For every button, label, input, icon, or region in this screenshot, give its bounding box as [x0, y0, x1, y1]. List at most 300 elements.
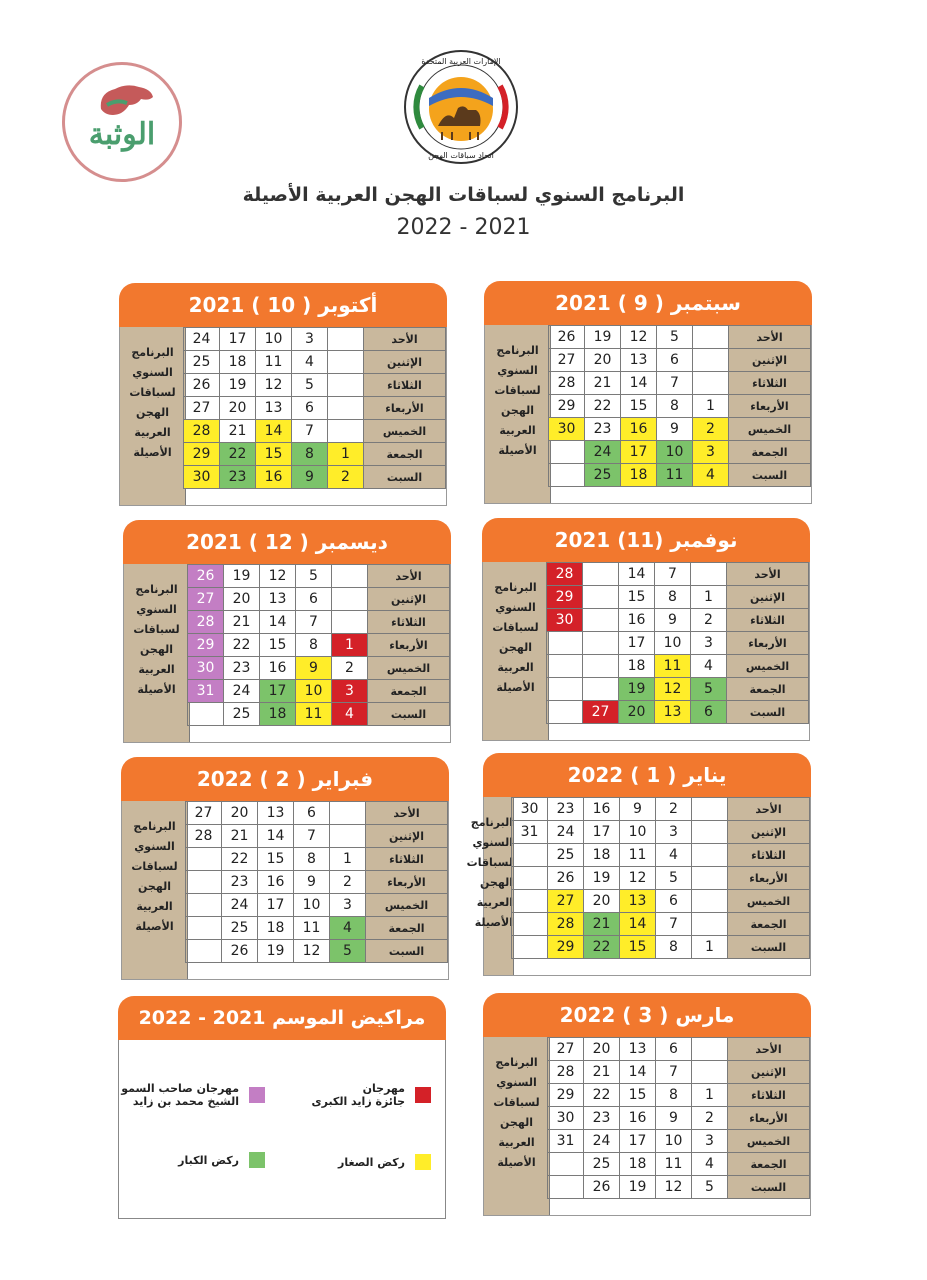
- day-cell: 9: [620, 798, 656, 821]
- day-cell: 31: [512, 821, 548, 844]
- day-cell: 10: [256, 328, 292, 351]
- day-cell: 10: [296, 680, 332, 703]
- side-label-line: لسباقات: [492, 621, 539, 634]
- emblem-bottom-text: اتحاد سباقات الهجن: [428, 151, 494, 160]
- day-name: الخميس: [727, 655, 809, 678]
- day-name: الخميس: [728, 890, 810, 913]
- day-cell: 14: [620, 1061, 656, 1084]
- side-label: [485, 325, 551, 503]
- week-row: [186, 825, 448, 848]
- day-cell: [547, 655, 583, 678]
- week-row: [186, 802, 448, 825]
- day-cell: 30: [188, 657, 224, 680]
- month-february: [121, 757, 449, 980]
- week-row: [547, 701, 809, 724]
- day-cell: 21: [584, 913, 620, 936]
- day-cell: [692, 821, 728, 844]
- day-cell: 7: [656, 913, 692, 936]
- day-cell: 5: [692, 1176, 728, 1199]
- day-cell: [547, 701, 583, 724]
- day-cell: 26: [222, 940, 258, 963]
- week-row: [188, 680, 450, 703]
- day-cell: 27: [188, 588, 224, 611]
- month-grid: [484, 325, 812, 504]
- day-name: الثلاثاء: [727, 609, 809, 632]
- month-title: يناير ( 1 ) 2022: [483, 753, 811, 797]
- week-row: [186, 940, 448, 963]
- week-row: [188, 588, 450, 611]
- side-label-line: العربية: [498, 1136, 535, 1149]
- day-cell: [693, 349, 729, 372]
- day-name: الإثنين: [364, 351, 446, 374]
- week-row: [188, 565, 450, 588]
- day-cell: 4: [330, 917, 366, 940]
- day-cell: 7: [656, 1061, 692, 1084]
- day-cell: 14: [620, 913, 656, 936]
- month-grid: [482, 562, 810, 741]
- day-cell: 25: [184, 351, 220, 374]
- day-cell: [186, 940, 222, 963]
- week-row: [549, 418, 811, 441]
- month-november: [482, 518, 810, 741]
- day-cell: 3: [656, 821, 692, 844]
- day-cell: 20: [220, 397, 256, 420]
- side-label-line: لسباقات: [133, 623, 180, 636]
- side-label-line: الهجن: [501, 404, 534, 417]
- side-label-line: البرنامج: [133, 820, 176, 833]
- day-cell: 27: [549, 349, 585, 372]
- side-label-line: الهجن: [499, 641, 532, 654]
- day-cell: 21: [584, 1061, 620, 1084]
- side-label-line: السنوي: [497, 364, 538, 377]
- wathba-logo: [62, 62, 182, 182]
- day-table: [548, 325, 811, 487]
- day-cell: [548, 1176, 584, 1199]
- side-label-line: السنوي: [495, 601, 536, 614]
- day-cell: 25: [548, 844, 584, 867]
- day-cell: 22: [222, 848, 258, 871]
- day-name: الإثنين: [728, 821, 810, 844]
- day-name: الأربعاء: [729, 395, 811, 418]
- week-row: [184, 397, 446, 420]
- day-cell: 19: [258, 940, 294, 963]
- legend-swatch-red: [415, 1087, 431, 1103]
- day-cell: 21: [220, 420, 256, 443]
- day-name: الأربعاء: [727, 632, 809, 655]
- legend-label-line: مهرجان صاحب السمو: [121, 1082, 239, 1095]
- legend-item-young-race: [338, 1154, 431, 1170]
- day-cell: [512, 913, 548, 936]
- day-cell: 28: [549, 372, 585, 395]
- day-name: الجمعة: [728, 1153, 810, 1176]
- week-row: [184, 466, 446, 489]
- week-row: [186, 871, 448, 894]
- day-cell: 3: [691, 632, 727, 655]
- day-table: [183, 327, 446, 489]
- day-cell: [512, 844, 548, 867]
- day-cell: 13: [260, 588, 296, 611]
- side-label-line: الهجن: [500, 1116, 533, 1129]
- week-row: [512, 913, 810, 936]
- day-name: السبت: [368, 703, 450, 726]
- day-cell: 25: [584, 1153, 620, 1176]
- day-name: الإثنين: [728, 1061, 810, 1084]
- day-cell: 16: [258, 871, 294, 894]
- side-label-line: الأصيلة: [474, 916, 513, 929]
- day-cell: [692, 890, 728, 913]
- day-cell: 26: [549, 326, 585, 349]
- day-cell: 19: [220, 374, 256, 397]
- month-grid: [483, 1037, 811, 1216]
- day-cell: 6: [657, 349, 693, 372]
- day-cell: 5: [656, 867, 692, 890]
- month-march: [483, 993, 811, 1216]
- week-row: [547, 563, 809, 586]
- week-row: [186, 848, 448, 871]
- side-label-line: البرنامج: [131, 346, 174, 359]
- day-cell: [512, 936, 548, 959]
- day-name: السبت: [728, 936, 810, 959]
- week-row: [512, 821, 810, 844]
- day-cell: 12: [656, 1176, 692, 1199]
- day-cell: 20: [584, 890, 620, 913]
- day-cell: 18: [620, 1153, 656, 1176]
- side-label-line: السنوي: [472, 836, 513, 849]
- week-row: [548, 1038, 810, 1061]
- day-name: السبت: [366, 940, 448, 963]
- day-cell: 26: [184, 374, 220, 397]
- week-row: [184, 443, 446, 466]
- week-row: [549, 395, 811, 418]
- day-name: الأحد: [728, 798, 810, 821]
- day-name: الخميس: [366, 894, 448, 917]
- day-cell: 11: [294, 917, 330, 940]
- side-label-line: الأصيلة: [496, 681, 535, 694]
- legend-swatch-yellow: [415, 1154, 431, 1170]
- day-cell: 6: [691, 701, 727, 724]
- day-cell: 3: [292, 328, 328, 351]
- legend-swatch-purple: [249, 1087, 265, 1103]
- day-cell: 27: [583, 701, 619, 724]
- day-cell: 10: [294, 894, 330, 917]
- day-cell: 31: [188, 680, 224, 703]
- week-row: [549, 326, 811, 349]
- month-grid: [119, 327, 447, 506]
- day-cell: 24: [222, 894, 258, 917]
- logo-left-text: الوثبة: [88, 117, 156, 152]
- day-cell: 15: [258, 848, 294, 871]
- side-label: [120, 327, 186, 505]
- day-cell: 20: [619, 701, 655, 724]
- day-name: الأربعاء: [728, 867, 810, 890]
- day-cell: [691, 563, 727, 586]
- day-cell: 4: [292, 351, 328, 374]
- day-cell: 14: [621, 372, 657, 395]
- day-cell: 3: [692, 1130, 728, 1153]
- day-name: الخميس: [729, 418, 811, 441]
- day-cell: 19: [619, 678, 655, 701]
- day-name: الإثنين: [368, 588, 450, 611]
- day-cell: 12: [294, 940, 330, 963]
- day-cell: 2: [330, 871, 366, 894]
- day-cell: 23: [585, 418, 621, 441]
- side-label-line: البرنامج: [135, 583, 178, 596]
- day-cell: [332, 611, 368, 634]
- day-name: الأحد: [366, 802, 448, 825]
- side-label-line: العربية: [138, 663, 175, 676]
- side-label-line: السنوي: [132, 366, 173, 379]
- day-name: الأحد: [728, 1038, 810, 1061]
- week-row: [549, 464, 811, 487]
- day-cell: 20: [224, 588, 260, 611]
- week-row: [548, 1061, 810, 1084]
- day-cell: 17: [220, 328, 256, 351]
- day-cell: [332, 588, 368, 611]
- week-row: [547, 655, 809, 678]
- side-label-line: البرنامج: [470, 816, 513, 829]
- day-cell: [547, 678, 583, 701]
- day-name: الأحد: [364, 328, 446, 351]
- day-cell: 14: [258, 825, 294, 848]
- week-row: [512, 867, 810, 890]
- week-row: [188, 657, 450, 680]
- side-label: [484, 1037, 550, 1215]
- page-title: البرنامج السنوي لسباقات الهجن العربية الأصيلة: [242, 184, 685, 206]
- legend-item-mbz-festival: [121, 1082, 265, 1108]
- day-cell: 10: [656, 1130, 692, 1153]
- side-label-line: الأصيلة: [135, 920, 174, 933]
- day-cell: 5: [296, 565, 332, 588]
- day-cell: 24: [548, 821, 584, 844]
- day-cell: 11: [657, 464, 693, 487]
- day-cell: [188, 703, 224, 726]
- day-cell: 16: [584, 798, 620, 821]
- month-title: سبتمبر ( 9 ) 2021: [484, 281, 812, 325]
- day-cell: 10: [657, 441, 693, 464]
- day-cell: 27: [548, 1038, 584, 1061]
- day-cell: 15: [620, 936, 656, 959]
- day-cell: 4: [656, 844, 692, 867]
- day-cell: 20: [584, 1038, 620, 1061]
- day-cell: 15: [621, 395, 657, 418]
- day-cell: 2: [328, 466, 364, 489]
- day-cell: 17: [621, 441, 657, 464]
- day-cell: 4: [691, 655, 727, 678]
- day-cell: 24: [184, 328, 220, 351]
- week-row: [549, 441, 811, 464]
- day-cell: 17: [584, 821, 620, 844]
- day-table: [185, 801, 448, 963]
- day-cell: 5: [691, 678, 727, 701]
- day-cell: 11: [620, 844, 656, 867]
- day-cell: 3: [693, 441, 729, 464]
- day-cell: 26: [188, 565, 224, 588]
- side-label-line: لسباقات: [494, 384, 541, 397]
- side-label-line: العربية: [476, 896, 513, 909]
- week-row: [547, 586, 809, 609]
- week-row: [186, 894, 448, 917]
- day-cell: 5: [330, 940, 366, 963]
- day-cell: 24: [585, 441, 621, 464]
- day-cell: 27: [184, 397, 220, 420]
- day-cell: 18: [260, 703, 296, 726]
- day-cell: 19: [584, 867, 620, 890]
- day-cell: 7: [655, 563, 691, 586]
- day-cell: [328, 374, 364, 397]
- day-cell: 8: [296, 634, 332, 657]
- day-name: السبت: [364, 466, 446, 489]
- day-cell: 29: [549, 395, 585, 418]
- legend-label-line: جائزة زايد الكبرى: [311, 1095, 405, 1108]
- day-cell: [583, 655, 619, 678]
- day-cell: 4: [332, 703, 368, 726]
- side-label-line: الأصيلة: [137, 683, 176, 696]
- day-cell: [692, 798, 728, 821]
- day-cell: 28: [186, 825, 222, 848]
- day-cell: [328, 351, 364, 374]
- legend-title: مراكيض الموسم 2021 - 2022: [118, 996, 446, 1040]
- day-name: الثلاثاء: [364, 374, 446, 397]
- day-cell: 13: [258, 802, 294, 825]
- day-cell: [549, 441, 585, 464]
- day-cell: 25: [224, 703, 260, 726]
- side-label-line: الأصيلة: [133, 446, 172, 459]
- day-name: الجمعة: [364, 443, 446, 466]
- day-cell: [186, 848, 222, 871]
- day-name: الجمعة: [728, 913, 810, 936]
- day-cell: 2: [691, 609, 727, 632]
- day-cell: 12: [256, 374, 292, 397]
- day-cell: 10: [620, 821, 656, 844]
- month-title: ديسمبر ( 12 ) 2021: [123, 520, 451, 564]
- day-cell: [186, 894, 222, 917]
- day-cell: [547, 632, 583, 655]
- week-row: [549, 349, 811, 372]
- day-cell: 24: [224, 680, 260, 703]
- side-label-line: البرنامج: [494, 581, 537, 594]
- week-row: [512, 890, 810, 913]
- side-label-line: العربية: [497, 661, 534, 674]
- day-cell: 15: [256, 443, 292, 466]
- side-label: [124, 564, 190, 742]
- day-cell: 26: [548, 867, 584, 890]
- day-name: الجمعة: [729, 441, 811, 464]
- day-name: الثلاثاء: [729, 372, 811, 395]
- day-cell: 8: [657, 395, 693, 418]
- day-cell: [549, 464, 585, 487]
- day-cell: 23: [220, 466, 256, 489]
- day-cell: 8: [655, 586, 691, 609]
- side-label-line: البرنامج: [496, 344, 539, 357]
- day-cell: 16: [260, 657, 296, 680]
- day-cell: 1: [332, 634, 368, 657]
- day-cell: 8: [656, 1084, 692, 1107]
- side-label-line: العربية: [499, 424, 536, 437]
- day-cell: 22: [224, 634, 260, 657]
- week-row: [548, 1107, 810, 1130]
- legend-label-line: مهرجان: [362, 1082, 405, 1095]
- day-table: [187, 564, 450, 726]
- camel-racing-federation-emblem: [402, 48, 520, 166]
- day-cell: [583, 586, 619, 609]
- month-september: [484, 281, 812, 504]
- side-label-line: السنوي: [134, 840, 175, 853]
- day-cell: 7: [296, 611, 332, 634]
- day-cell: 25: [222, 917, 258, 940]
- day-cell: [583, 609, 619, 632]
- side-label-line: الهجن: [136, 406, 169, 419]
- day-name: السبت: [727, 701, 809, 724]
- day-name: الإثنين: [729, 349, 811, 372]
- day-cell: 7: [294, 825, 330, 848]
- day-cell: 8: [294, 848, 330, 871]
- week-row: [547, 632, 809, 655]
- day-cell: [330, 802, 366, 825]
- side-label-line: لسباقات: [131, 860, 178, 873]
- day-name: الأحد: [727, 563, 809, 586]
- day-cell: [692, 844, 728, 867]
- day-cell: 12: [621, 326, 657, 349]
- day-cell: 25: [585, 464, 621, 487]
- day-cell: 18: [584, 844, 620, 867]
- day-cell: 9: [656, 1107, 692, 1130]
- day-cell: 29: [184, 443, 220, 466]
- day-name: الخميس: [364, 420, 446, 443]
- day-cell: 4: [692, 1153, 728, 1176]
- day-cell: 14: [619, 563, 655, 586]
- day-cell: [583, 678, 619, 701]
- day-cell: 9: [292, 466, 328, 489]
- day-cell: 2: [692, 1107, 728, 1130]
- day-cell: 19: [585, 326, 621, 349]
- day-cell: 30: [184, 466, 220, 489]
- day-cell: 21: [224, 611, 260, 634]
- day-cell: 23: [584, 1107, 620, 1130]
- day-cell: 17: [620, 1130, 656, 1153]
- week-row: [188, 611, 450, 634]
- month-title: أكتوبر ( 10 ) 2021: [119, 283, 447, 327]
- day-name: الأربعاء: [366, 871, 448, 894]
- week-row: [548, 1153, 810, 1176]
- day-cell: 28: [184, 420, 220, 443]
- day-cell: 6: [296, 588, 332, 611]
- day-cell: 7: [292, 420, 328, 443]
- day-cell: 15: [620, 1084, 656, 1107]
- day-cell: 15: [619, 586, 655, 609]
- day-cell: 6: [292, 397, 328, 420]
- day-cell: 10: [655, 632, 691, 655]
- day-name: الإثنين: [727, 586, 809, 609]
- week-row: [512, 798, 810, 821]
- side-label-line: العربية: [134, 426, 171, 439]
- day-table: [546, 562, 809, 724]
- day-cell: 27: [548, 890, 584, 913]
- week-row: [512, 844, 810, 867]
- day-name: الخميس: [368, 657, 450, 680]
- side-label-line: الأصيلة: [497, 1156, 536, 1169]
- side-label-line: الهجن: [480, 876, 513, 889]
- day-cell: 5: [657, 326, 693, 349]
- day-cell: 13: [620, 1038, 656, 1061]
- side-label: [122, 801, 188, 979]
- day-cell: 29: [548, 936, 584, 959]
- day-cell: [583, 632, 619, 655]
- day-cell: 12: [620, 867, 656, 890]
- day-cell: 29: [548, 1084, 584, 1107]
- day-cell: 13: [256, 397, 292, 420]
- day-cell: 21: [585, 372, 621, 395]
- day-name: الأربعاء: [728, 1107, 810, 1130]
